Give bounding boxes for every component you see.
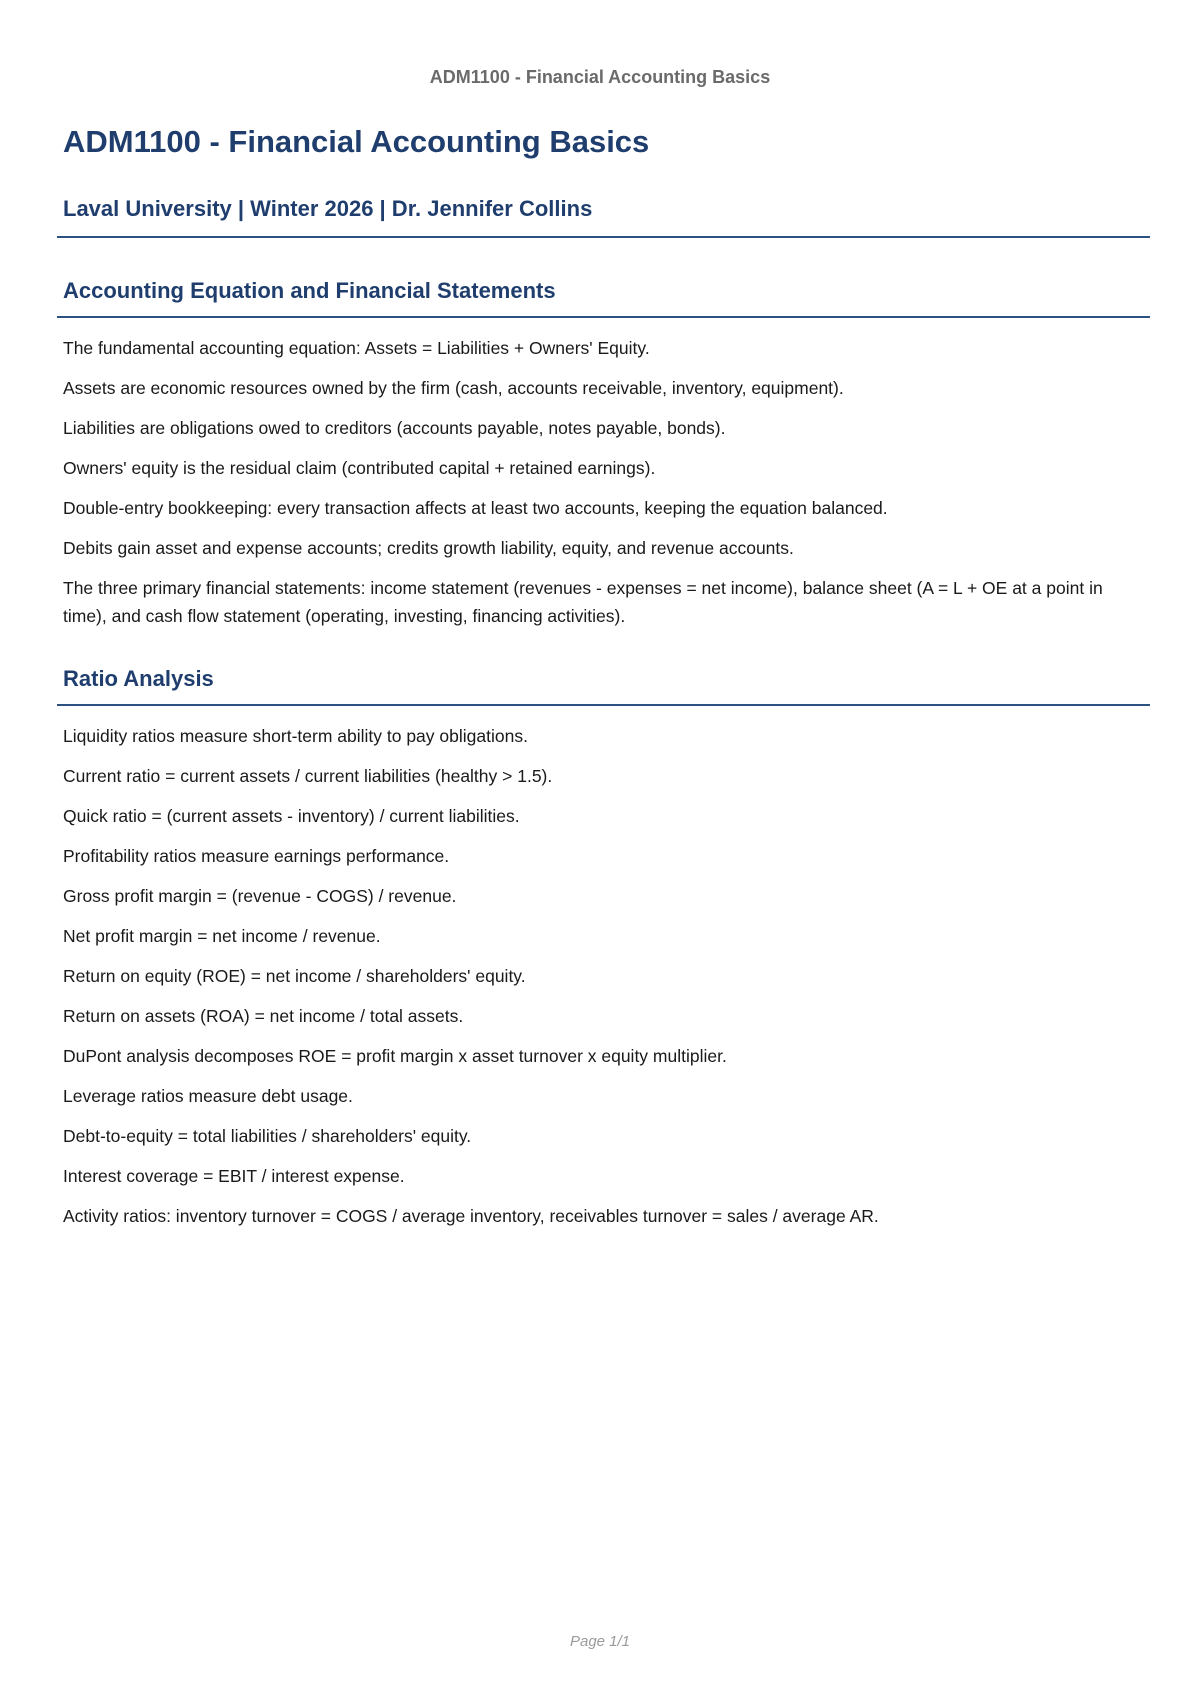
paragraph: Net profit margin = net income / revenue. [63,926,381,946]
paragraph: Owners' equity is the residual claim (contributed capital + retained earnings). [63,458,656,478]
section-heading: Accounting Equation and Financial Statements [57,276,1150,318]
paragraph: The fundamental accounting equation: Assets = Liabilities + Owners' Equity. [63,338,650,358]
paragraph: DuPont analysis decomposes ROE = profit margin x asset turnover x equity multiplier. [63,1046,727,1066]
paragraph: Return on assets (ROA) = net income / total assets. [63,1006,464,1026]
paragraph: Double-entry bookkeeping: every transaction affects at least two accounts, keeping the equation balanced. [63,498,888,518]
document-subtitle: Laval University | Winter 2026 | Dr. Jennifer Collins [57,194,1150,238]
page-number: Page 1/1 [569,1633,631,1650]
paragraph: Leverage ratios measure debt usage. [63,1086,353,1106]
paragraph: Debits gain asset and expense accounts; credits growth liability, equity, and revenue accounts. [63,538,794,558]
paragraph: Activity ratios: inventory turnover = COGS / average inventory, receivables turnover = sales / average AR. [63,1206,879,1226]
running-header: ADM1100 - Financial Accounting Basics [429,67,771,87]
paragraph: The three primary financial statements: income statement (revenues - expenses = net income), balance sheet (A = L + OE at a point in time), and cash flow statement (operating, investing, financing activities). [63,578,1103,626]
paragraph: Quick ratio = (current assets - inventory) / current liabilities. [63,806,520,826]
document-title: ADM1100 - Financial Accounting Basics [63,124,650,159]
paragraph: Assets are economic resources owned by the firm (cash, accounts receivable, inventory, equipment). [63,378,844,398]
section-heading: Ratio Analysis [57,664,1150,706]
paragraph: Debt-to-equity = total liabilities / shareholders' equity. [63,1126,472,1146]
paragraph: Return on equity (ROE) = net income / shareholders' equity. [63,966,526,986]
section-paragraphs [57,722,1150,1230]
paragraph: Gross profit margin = (revenue - COGS) / revenue. [63,886,457,906]
paragraph: Profitability ratios measure earnings performance. [63,846,450,866]
paragraph: Liabilities are obligations owed to creditors (accounts payable, notes payable, bonds). [63,418,726,438]
document-body [57,120,1150,1242]
paragraph: Current ratio = current assets / current liabilities (healthy > 1.5). [63,766,553,786]
paragraph: Liquidity ratios measure short-term ability to pay obligations. [63,726,528,746]
paragraph: Interest coverage = EBIT / interest expense. [63,1166,405,1186]
section-paragraphs [57,334,1150,630]
